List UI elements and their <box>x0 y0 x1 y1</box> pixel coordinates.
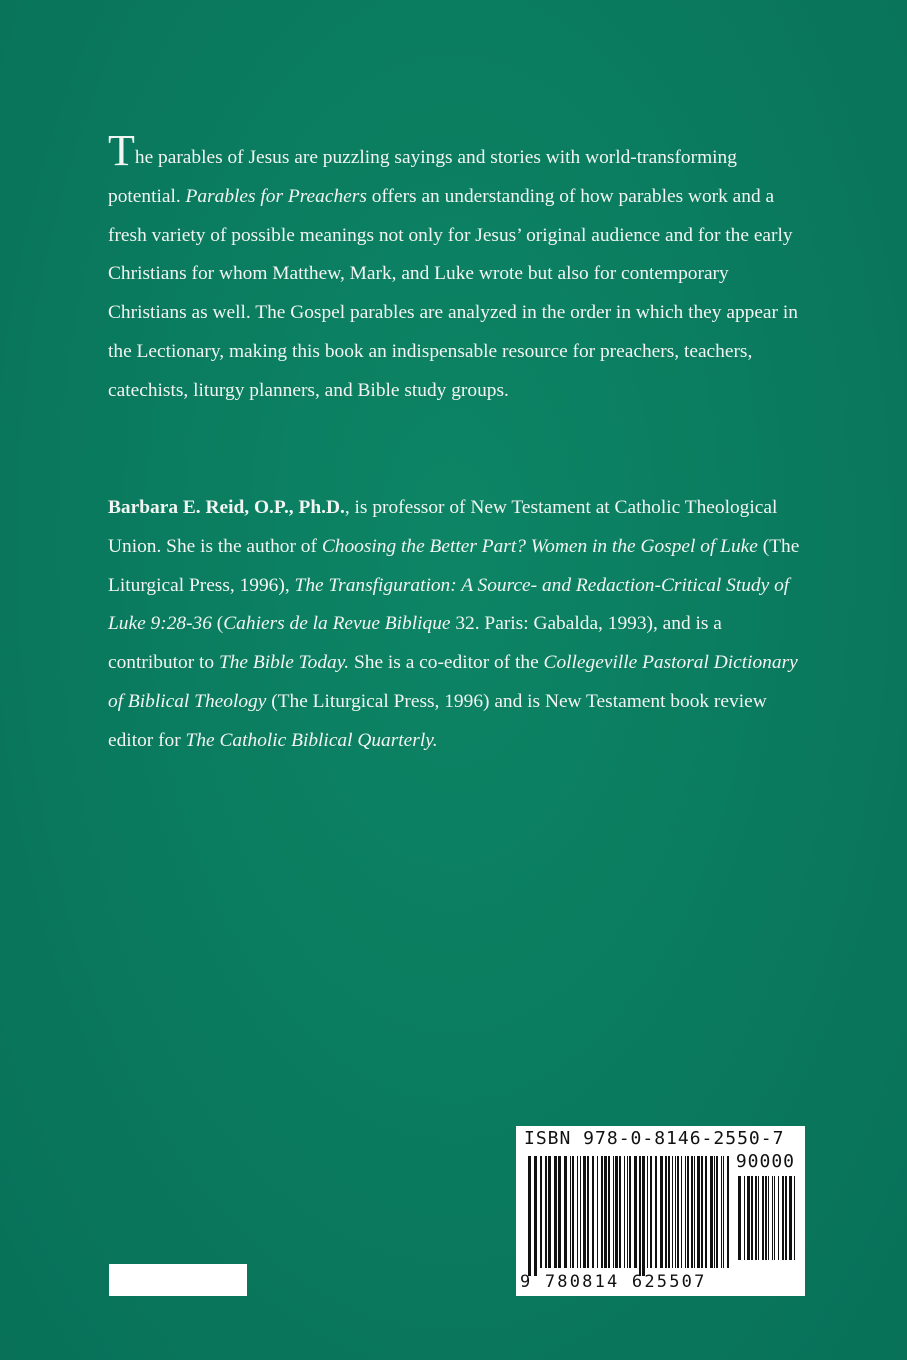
barcode-bar <box>721 1156 722 1268</box>
barcode-bar <box>650 1156 652 1268</box>
barcode-bar <box>613 1156 614 1268</box>
barcode-bar <box>615 1156 618 1268</box>
barcode-bar <box>768 1176 769 1260</box>
barcode-bar <box>677 1156 679 1268</box>
barcode-bar <box>601 1156 603 1268</box>
barcode-bar <box>572 1156 574 1268</box>
white-label-strip <box>109 1264 247 1296</box>
description-text-2: offers an understanding of how parables work and a fresh variety of possible meanings not only for Jesus’ original audience and for the early Christians for whom Matthew, Mark, and Luke wrote but also for contemporary Christians as well. The Gospel parables are analyzed in the order in which they appear in the Lectionary, making this book an indispensable resource for preachers, teachers, catechists, liturgy planners, and Bible study groups. <box>108 185 798 401</box>
bio-text-4: 32. Paris: Gabalda, 1993), and is a contributor to <box>108 613 722 674</box>
barcode-bar <box>747 1176 750 1260</box>
barcode-bar <box>655 1156 657 1268</box>
barcode-bar <box>744 1176 745 1260</box>
barcode-bar <box>705 1156 707 1268</box>
barcode-bar <box>639 1156 641 1276</box>
author-name: Barbara E. Reid, O.P., Ph.D. <box>108 497 345 518</box>
barcode-bar <box>751 1176 753 1260</box>
barcode-bar <box>723 1156 724 1268</box>
author-bio <box>108 489 803 761</box>
isbn-label: ISBN 978-0-8146-2550-7 <box>524 1128 785 1149</box>
barcode-bar <box>583 1156 586 1268</box>
barcode-bar <box>642 1156 645 1276</box>
isbn-barcode <box>516 1126 805 1296</box>
bio-work-5: Collegeville Pastoral Dictionary of Biblical Theology <box>108 652 798 712</box>
barcode-bar <box>634 1156 637 1268</box>
barcode-bar <box>789 1176 792 1260</box>
barcode-bar <box>697 1156 700 1268</box>
barcode-bar <box>592 1156 594 1268</box>
bio-work-6: The Catholic Biblical Quarterly. <box>185 729 438 751</box>
price-code: 90000 <box>735 1151 795 1172</box>
barcode-bar <box>672 1156 673 1268</box>
barcode-bar <box>675 1156 676 1268</box>
barcode-bar <box>554 1156 557 1268</box>
barcode-bar <box>629 1156 631 1268</box>
barcode-bar <box>762 1176 764 1260</box>
barcode-bar <box>597 1156 598 1268</box>
bio-text-6: (The Liturgical Press, 1996) and is New Testament book review editor for <box>108 690 767 751</box>
barcode-addon-bars <box>738 1176 798 1268</box>
barcode-bar <box>774 1176 775 1260</box>
barcode-bar <box>528 1156 531 1276</box>
barcode-bar <box>778 1176 779 1260</box>
barcode-bar <box>794 1176 795 1260</box>
barcode-bar <box>624 1156 625 1268</box>
barcode-bar <box>785 1176 787 1260</box>
barcode-bar <box>570 1156 571 1268</box>
barcode-bar <box>755 1176 757 1260</box>
barcode-bar <box>738 1176 741 1260</box>
barcode-bar <box>685 1156 686 1268</box>
barcode-bar <box>558 1156 561 1268</box>
barcode-bar <box>727 1156 729 1268</box>
barcode-bar <box>540 1156 542 1268</box>
barcode-bar <box>772 1176 773 1260</box>
barcode-bar <box>668 1156 670 1268</box>
barcode-bar <box>604 1156 607 1268</box>
barcode-bar <box>758 1176 759 1260</box>
barcode-bar <box>647 1156 648 1268</box>
barcode-bar <box>714 1156 715 1268</box>
barcode-bar <box>587 1156 589 1268</box>
barcode-bar <box>681 1156 682 1268</box>
bio-text-2: (The Liturgical Press, 1996), <box>108 535 800 596</box>
bio-work-1: Choosing the Better Part? Women in the Gospel of Luke <box>321 535 758 557</box>
bio-text-3: ( <box>211 613 224 635</box>
barcode-bar <box>691 1156 693 1268</box>
bio-text-5: She is a co-editor of the <box>349 652 544 674</box>
barcode-bar <box>782 1176 784 1260</box>
bio-work-4: The Bible Today. <box>218 652 350 674</box>
barcode-bar <box>548 1156 551 1268</box>
barcode-bar <box>545 1156 547 1268</box>
barcode-bar <box>687 1156 689 1268</box>
barcode-bar <box>580 1156 581 1268</box>
barcode-bar <box>577 1156 578 1268</box>
barcode-digits: 9 780814 625507 <box>520 1272 707 1292</box>
barcode-bar <box>660 1156 663 1268</box>
barcode-bar <box>694 1156 695 1268</box>
book-title-italic: Parables for Preachers <box>185 185 367 207</box>
bio-work-2: The Transfiguration: A Source- and Redaction-Critical Study of Luke 9:28-36 <box>108 574 790 635</box>
barcode-bar <box>701 1156 703 1268</box>
barcode-bar <box>534 1156 537 1276</box>
barcode-bar <box>627 1156 628 1268</box>
barcode-bar <box>608 1156 610 1268</box>
bio-text-1: , is professor of New Testament at Catholic Theological Union. She is the author of <box>108 497 778 557</box>
barcode-bar <box>716 1156 718 1268</box>
book-description: The parables of Jesus are puzzling sayings and stories with world-transforming potential. Parables for Preachers offers an understanding of how parables work and a fresh variety of possible meanings not only for Jesus’ original audience and for the early Christians for whom Matthew, Mark, and Luke wrote but also for contemporary Christians as well. The Gospel parables are analyzed in the order in which they appear in the Lectionary, making this book an indispensable resource for preachers, teachers, catechists, liturgy planners, and Bible study groups. <box>108 126 798 401</box>
description-text-1: he parables of Jesus are puzzling sayings and stories with world-transforming potential. <box>108 147 737 207</box>
bio-work-3: Cahiers de la Revue Biblique <box>223 613 451 635</box>
barcode-bar <box>710 1156 713 1268</box>
barcode-bars <box>528 1156 732 1276</box>
barcode-bar <box>564 1156 567 1268</box>
barcode-bar <box>765 1176 767 1260</box>
barcode-bar <box>665 1156 667 1268</box>
barcode-bar <box>619 1156 621 1268</box>
